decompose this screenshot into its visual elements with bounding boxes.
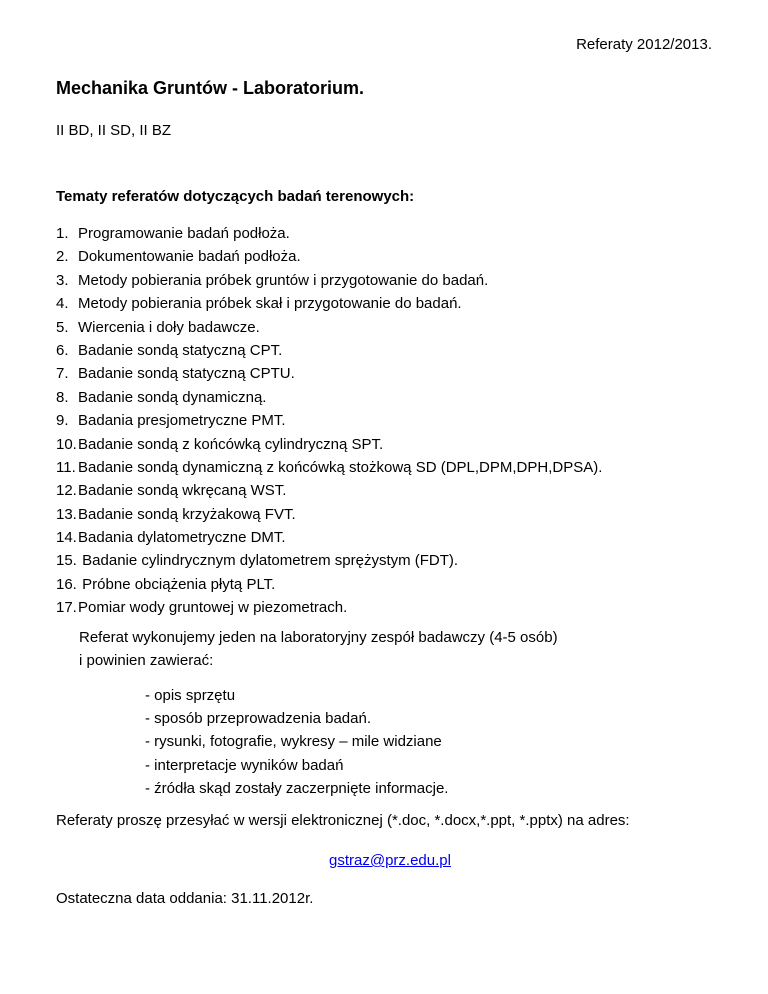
topic-item xyxy=(56,573,602,596)
topic-number: 2. xyxy=(56,248,69,266)
topic-number: 6. xyxy=(56,341,69,359)
topic-item xyxy=(56,386,602,409)
deadline-text: Ostateczna data oddania: 31.11.2012r. xyxy=(56,890,314,907)
topic-item xyxy=(56,245,602,268)
academic-year: Referaty 2012/2013. xyxy=(576,36,712,53)
topic-item xyxy=(56,596,602,619)
topic-text: Badanie sondą wkręcaną WST. xyxy=(78,482,287,500)
topic-text: Badanie sondą dynamiczną z końcówką stożkową SD (DPL,DPM,DPH,DPSA). xyxy=(78,458,603,476)
topic-item xyxy=(56,503,602,526)
contents-list xyxy=(145,684,448,800)
page-title: Mechanika Gruntów - Laboratorium. xyxy=(56,78,365,98)
topic-text: Badanie sondą statyczną CPTU. xyxy=(78,365,295,383)
topic-item xyxy=(56,456,602,479)
topic-item xyxy=(56,549,602,572)
topic-number: 16. xyxy=(56,575,77,593)
topic-item xyxy=(56,222,602,245)
requirements-text xyxy=(79,626,558,672)
topic-number: 5. xyxy=(56,318,69,336)
email-link[interactable]: gstraz@prz.edu.pl xyxy=(329,852,451,869)
content-item: - opis sprzętu xyxy=(145,687,236,704)
topic-text: Programowanie badań podłoża. xyxy=(78,225,290,242)
submission-text: Referaty proszę przesyłać w wersji elektronicznej (*.doc, *.docx,*.ppt, *.pptx) na adres: xyxy=(56,812,630,829)
topic-number: 13. xyxy=(56,505,77,523)
topic-text: Badanie cylindrycznym dylatometrem sprężystym (FDT). xyxy=(78,552,459,570)
topic-number: 15. xyxy=(56,552,77,570)
topic-item xyxy=(56,316,602,339)
topic-text: Badanie sondą statyczną CPT. xyxy=(78,341,283,359)
topic-text: Badania dylatometryczne DMT. xyxy=(78,529,286,547)
topic-number: 9. xyxy=(56,412,69,430)
content-item: - źródła skąd zostały zaczerpnięte informacje. xyxy=(145,779,449,797)
topic-number: 17. xyxy=(56,599,77,617)
topic-item xyxy=(56,339,602,362)
topic-number: 8. xyxy=(56,388,69,406)
student-groups: II BD, II SD, II BZ xyxy=(56,122,172,139)
topic-number: 10. xyxy=(56,435,77,453)
topic-item xyxy=(56,292,602,315)
topic-text: Badanie sondą dynamiczną. xyxy=(78,388,267,406)
topic-item xyxy=(56,269,602,292)
topic-text: Badanie sondą z końcówką cylindryczną SPT. xyxy=(78,435,384,453)
topic-text: Pomiar wody gruntowej w piezometrach. xyxy=(78,599,348,617)
topic-text: Wiercenia i doły badawcze. xyxy=(78,318,260,336)
requirements-line-1: Referat wykonujemy jeden na laboratoryjny zespół badawczy (4-5 osób) xyxy=(79,629,558,646)
topic-text: Badania presjometryczne PMT. xyxy=(78,412,286,430)
topic-number: 14. xyxy=(56,529,77,547)
topic-number: 11. xyxy=(56,458,76,476)
topic-number: 3. xyxy=(56,271,69,289)
topic-number: 12. xyxy=(56,482,77,500)
topic-item xyxy=(56,409,602,432)
content-item: - sposób przeprowadzenia badań. xyxy=(145,710,371,728)
topic-item xyxy=(56,526,602,549)
topic-number: 1. xyxy=(56,225,69,242)
content-item: - rysunki, fotografie, wykresy – mile widziane xyxy=(145,733,442,751)
section-heading: Tematy referatów dotyczących badań terenowych: xyxy=(56,188,415,205)
content-item: - interpretacje wyników badań xyxy=(145,756,344,774)
topic-text: Dokumentowanie badań podłoża. xyxy=(78,248,301,266)
topic-item xyxy=(56,362,602,385)
topic-text: Metody pobierania próbek gruntów i przygotowanie do badań. xyxy=(78,271,489,289)
topic-text: Metody pobierania próbek skał i przygotowanie do badań. xyxy=(78,295,462,313)
topic-text: Próbne obciążenia płytą PLT. xyxy=(78,575,276,593)
topics-list xyxy=(56,222,602,620)
topic-item xyxy=(56,433,602,456)
topic-text: Badanie sondą krzyżakową FVT. xyxy=(78,505,296,523)
requirements-line-2: i powinien zawierać: xyxy=(79,652,214,669)
topic-item xyxy=(56,479,602,502)
topic-number: 4. xyxy=(56,295,69,313)
topic-number: 7. xyxy=(56,365,69,383)
